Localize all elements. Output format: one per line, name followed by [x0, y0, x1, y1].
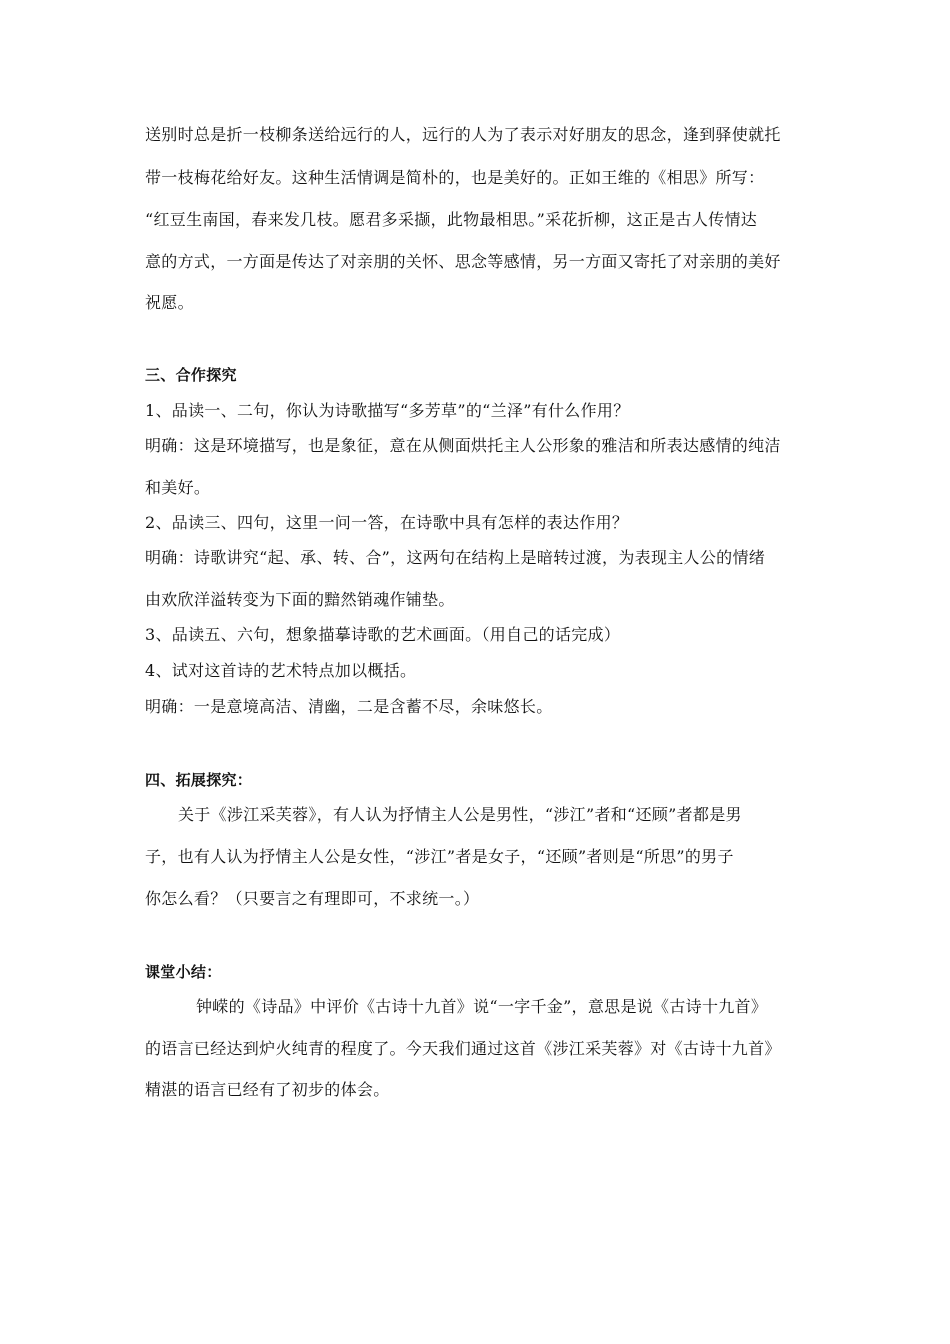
section4-line-3: 你怎么看？（只要言之有理即可，不求统一。）	[145, 889, 480, 908]
section4-line-2: 子，也有人认为抒情主人公是女性，“涉江”者是女子，“还顾”者则是“所思”的男子	[145, 847, 734, 866]
section3-heading: 三、合作探究	[145, 366, 237, 384]
intro-line-4: 意的方式，一方面是传达了对亲朋的关怀、思念等感情，另一方面又寄托了对亲朋的美好	[145, 252, 781, 271]
summary-line-2: 的语言已经达到炉火纯青的程度了。今天我们通过这首《涉江采芙蓉》对《古诗十九首》	[145, 1039, 781, 1058]
section3-line-1: 1、品读一、二句，你认为诗歌描写“多芳草”的“兰泽”有什么作用？	[145, 401, 630, 420]
section3-line-4: 2、品读三、四句，这里一问一答，在诗歌中具有怎样的表达作用？	[145, 513, 629, 532]
section4-heading: 四、拓展探究：	[145, 771, 253, 789]
intro-line-2: 带一枝梅花给好友。这种生活情调是简朴的，也是美好的。正如王维的《相思》所写：	[145, 168, 765, 187]
section3-line-8: 4、试对这首诗的艺术特点加以概括。	[145, 661, 417, 680]
section3-line-5: 明确：诗歌讲究“起、承、转、合”，这两句在结构上是暗转过渡，为表现主人公的情绪	[145, 548, 766, 567]
summary-line-3: 精湛的语言已经有了初步的体会。	[145, 1080, 390, 1099]
intro-line-3: “红豆生南国，春来发几枝。愿君多采撷，此物最相思。”采花折柳，这正是古人传情达	[145, 210, 758, 229]
section3-line-6: 由欢欣洋溢转变为下面的黯然销魂作铺垫。	[145, 590, 455, 609]
section3-line-9: 明确：一是意境高洁、清幽，二是含蓄不尽，余味悠长。	[145, 697, 553, 716]
section4-line-1: 关于《涉江采芙蓉》，有人认为抒情主人公是男性，“涉江”者和“还顾”者都是男	[178, 805, 742, 824]
section3-line-3: 和美好。	[145, 478, 211, 497]
summary-heading: 课堂小结：	[145, 963, 222, 981]
section3-line-7: 3、品读五、六句，想象描摹诗歌的艺术画面。（用自己的话完成）	[145, 625, 621, 644]
section3-line-2: 明确：这是环境描写，也是象征，意在从侧面烘托主人公形象的雅洁和所表达感情的纯洁	[145, 436, 781, 455]
summary-line-1: 钟嵘的《诗品》中评价《古诗十九首》说“一字千金”，意思是说《古诗十九首》	[196, 997, 768, 1016]
intro-line-5: 祝愿。	[145, 293, 194, 312]
intro-line-1: 送别时总是折一枝柳条送给远行的人，远行的人为了表示对好朋友的思念，逢到驿使就托	[145, 125, 781, 144]
